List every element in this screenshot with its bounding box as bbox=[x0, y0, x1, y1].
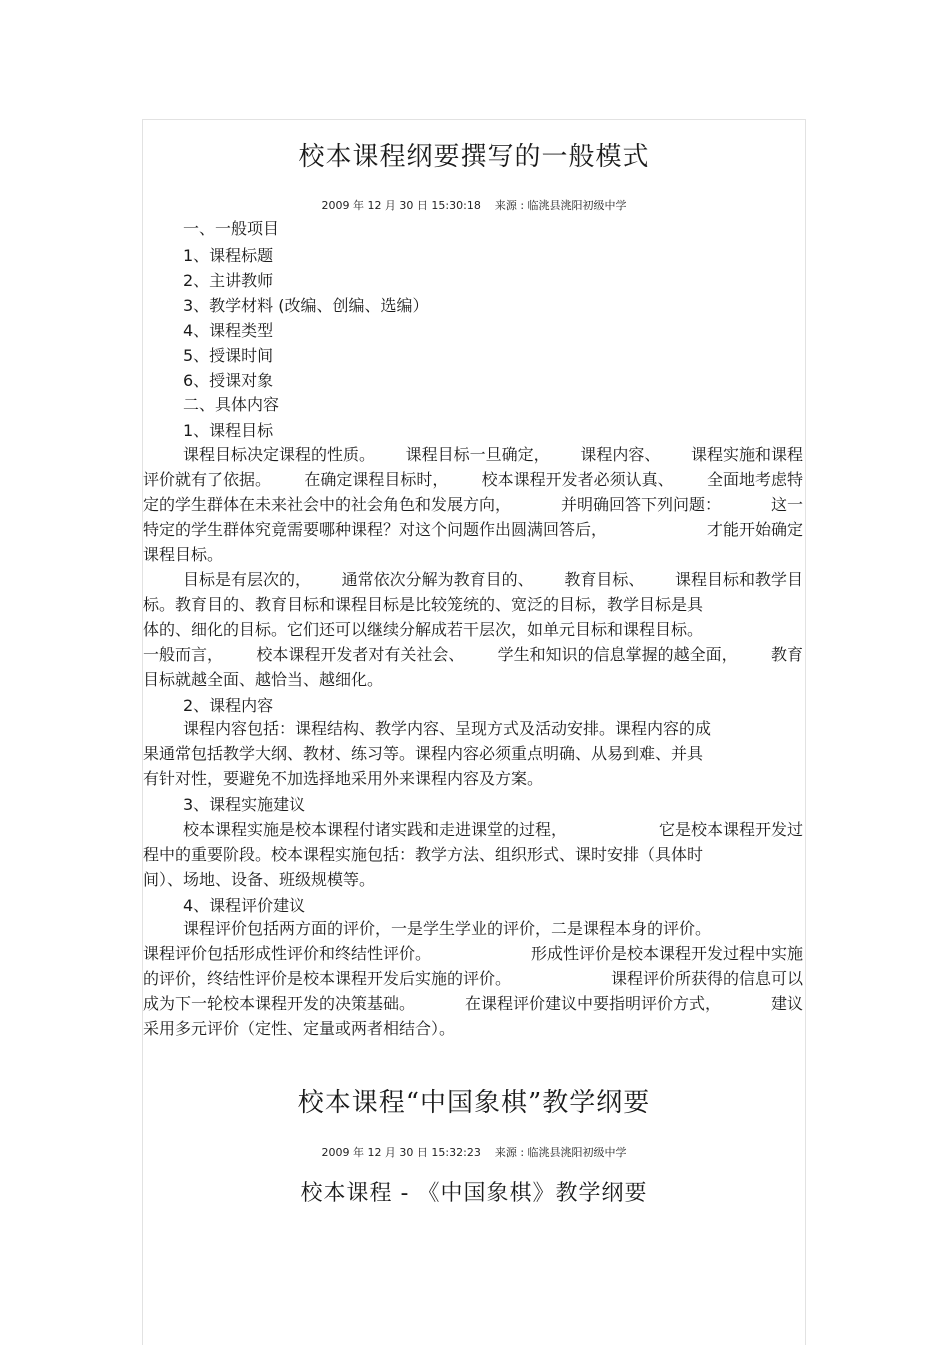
second-article-meta bbox=[142, 1144, 806, 1160]
body-line: 4、课程评价建议 bbox=[183, 896, 306, 915]
body-line: 2、主讲教师 bbox=[183, 271, 274, 290]
body-line: 课程目标决定课程的性质。 课程目标一旦确定， 课程内容、 课程实施和课程 bbox=[183, 445, 803, 464]
body-line: 课程评价包括两方面的评价，一是学生学业的评价，二是课程本身的评价。 bbox=[183, 919, 712, 938]
publish-date: 2009 年 12 月 30 日 15:30:18 bbox=[321, 199, 481, 212]
body-line: 6、授课对象 bbox=[183, 371, 274, 390]
article-meta bbox=[142, 197, 806, 213]
body-line: 课程内容包括：课程结构、教学内容、呈现方式及活动安排。课程内容的成 bbox=[183, 719, 712, 738]
body-line: 5、授课时间 bbox=[183, 346, 274, 365]
body-line: 一般而言， 校本课程开发者对有关社会、 学生和知识的信息掌握的越全面， 教育 bbox=[143, 645, 803, 664]
body-line: 3、教学材料 (改编、创编、选编） bbox=[183, 296, 429, 315]
body-line: 3、课程实施建议 bbox=[183, 795, 306, 814]
body-line: 的评价，终结性评价是校本课程开发后实施的评价。 课程评价所获得的信息可以 bbox=[143, 969, 803, 988]
second-article-subtitle: 校本课程 - 《中国象棋》教学纲要 bbox=[300, 1181, 648, 1206]
body-line: 课程目标。 bbox=[143, 545, 224, 564]
body-line: 目标是有层次的， 通常依次分解为教育目的、 教育目标、 课程目标和教学目 bbox=[183, 570, 803, 589]
article-source: 来源 : 临洮县洮阳初级中学 bbox=[494, 199, 627, 212]
body-line: 果通常包括教学大纲、教材、练习等。课程内容必须重点明确、从易到难、并具 bbox=[143, 744, 704, 763]
body-line: 间）、场地、设备、班级规模等。 bbox=[143, 870, 376, 889]
body-line: 评价就有了依据。 在确定课程目标时， 校本课程开发者必须认真、 全面地考虑特 bbox=[143, 470, 803, 489]
body-line: 成为下一轮校本课程开发的决策基础。 在课程评价建议中要指明评价方式， 建议 bbox=[143, 994, 803, 1013]
body-line: 2、课程内容 bbox=[183, 696, 274, 715]
body-line: 采用多元评价（定性、定量或两者相结合）。 bbox=[143, 1019, 456, 1038]
second-publish-date: 2009 年 12 月 30 日 15:32:23 bbox=[321, 1146, 481, 1159]
body-line: 1、课程标题 bbox=[183, 246, 274, 265]
body-line: 特定的学生群体究竟需要哪种课程？对这个问题作出圆满回答后， 才能开始确定 bbox=[143, 520, 803, 539]
body-line: 1、课程目标 bbox=[183, 421, 274, 440]
body-line: 定的学生群体在未来社会中的社会角色和发展方向， 并明确回答下列问题： 这一 bbox=[143, 495, 803, 514]
body-line: 二、具体内容 bbox=[183, 395, 280, 414]
article-title: 校本课程纲要撰写的一般模式 bbox=[298, 142, 650, 172]
body-line: 体的、细化的目标。它们还可以继续分解成若干层次，如单元目标和课程目标。 bbox=[143, 620, 704, 639]
body-line: 校本课程实施是校本课程付诸实践和走进课堂的过程， 它是校本课程开发过 bbox=[183, 820, 803, 839]
body-line: 目标就越全面、越恰当、越细化。 bbox=[143, 670, 384, 689]
body-line: 程中的重要阶段。校本课程实施包括：教学方法、组织形式、课时安排（具体时 bbox=[143, 845, 704, 864]
body-line: 标。教育目的、教育目标和课程目标是比较笼统的、宽泛的目标，教学目标是具 bbox=[143, 595, 704, 614]
second-article-title: 校本课程“中国象棋”教学纲要 bbox=[297, 1088, 651, 1118]
body-line: 4、课程类型 bbox=[183, 321, 274, 340]
second-article-source: 来源 : 临洮县洮阳初级中学 bbox=[494, 1146, 627, 1159]
body-line: 有针对性，要避免不加选择地采用外来课程内容及方案。 bbox=[143, 769, 544, 788]
body-line: 课程评价包括形成性评价和终结性评价。 形成性评价是校本课程开发过程中实施 bbox=[143, 944, 803, 963]
body-line: 一、一般项目 bbox=[183, 219, 280, 238]
